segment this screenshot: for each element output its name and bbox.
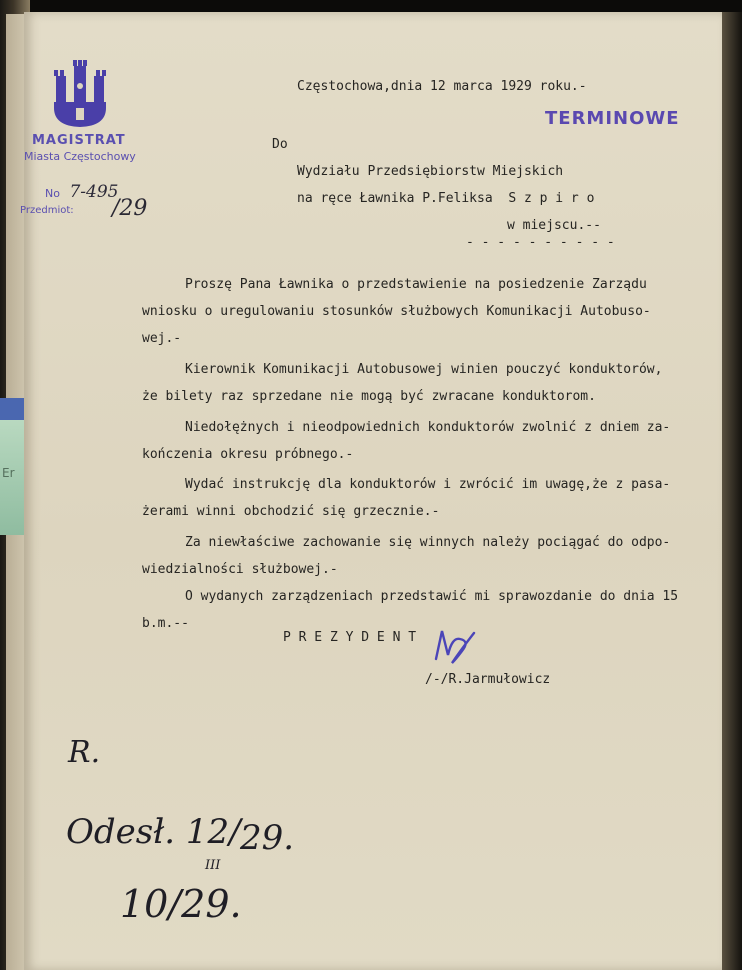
body-line: wiedzialności służbowej.- (142, 562, 338, 577)
body-line: O wydanych zarządzeniach przedstawić mi sprawozdanie do dnia 15 (185, 589, 679, 604)
handwritten-reference: 10/29. (120, 882, 242, 926)
green-divider-tab: Er (0, 420, 30, 535)
body-line: wniosku o uregulowaniu stosunków służbowych Komunikacji Autobuso- (142, 304, 651, 319)
addressee-underline: - - - - - - - - - - (466, 235, 615, 250)
addressee-do: Do (272, 137, 288, 152)
stamp-number-value: 7-495 (69, 182, 119, 202)
body-line: Za niewłaściwe zachowanie się winnych należy pociągać do odpo- (185, 535, 671, 550)
stamp-number-label: No (45, 187, 60, 200)
stamp-city: Miasta Częstochowy (24, 150, 136, 163)
handwritten-note-year: 29. (240, 818, 295, 858)
handwritten-note-month: III (205, 858, 221, 873)
body-line: kończenia okresu próbnego.- (142, 447, 354, 462)
addressee-line-3: w miejscu.-- (507, 218, 601, 233)
stamp-number (45, 182, 118, 202)
handwritten-note: Odesł. 12/ (66, 812, 241, 852)
body-line: Wydać instrukcję dla konduktorów i zwrócić im uwagę,że z pasa- (185, 477, 671, 492)
signature-title: P R E Z Y D E N T (283, 630, 417, 645)
signature-scribble-icon (430, 625, 478, 665)
stamp-title: MAGISTRAT (32, 133, 126, 148)
body-line: że bilety raz sprzedane nie mogą być zwracane konduktorom. (142, 389, 596, 404)
body-line: Niedołężnych i nieodpowiednich konduktorów zwolnić z dniem za- (185, 420, 671, 435)
body-line: żerami winni obchodzić się grzecznie.- (142, 504, 440, 519)
body-line: b.m.-- (142, 616, 189, 631)
page-right-edge (722, 12, 742, 970)
place-date: Częstochowa,dnia 12 marca 1929 roku.- (297, 79, 587, 94)
addressee-line-2: na ręce Ławnika P.Feliksa S z p i r o (297, 191, 595, 206)
body-line: Kierownik Komunikacji Autobusowej winien pouczyć konduktorów, (185, 362, 663, 377)
body-line: Proszę Pana Ławnika o przedstawienie na posiedzenie Zarządu (185, 277, 647, 292)
stamp-subject-label: Przedmiot: (20, 205, 74, 216)
signature-name: /-/R.Jarmułowicz (425, 672, 551, 687)
handwritten-initials: R. (68, 735, 101, 770)
urgency-stamp: TERMINOWE (545, 108, 680, 129)
addressee-line-1: Wydziału Przedsiębiorstw Miejskich (297, 164, 564, 179)
body-line: wej.- (142, 331, 182, 346)
coat-of-arms-icon (52, 56, 108, 128)
stamp-handwritten-fraction: /29 (112, 196, 148, 221)
